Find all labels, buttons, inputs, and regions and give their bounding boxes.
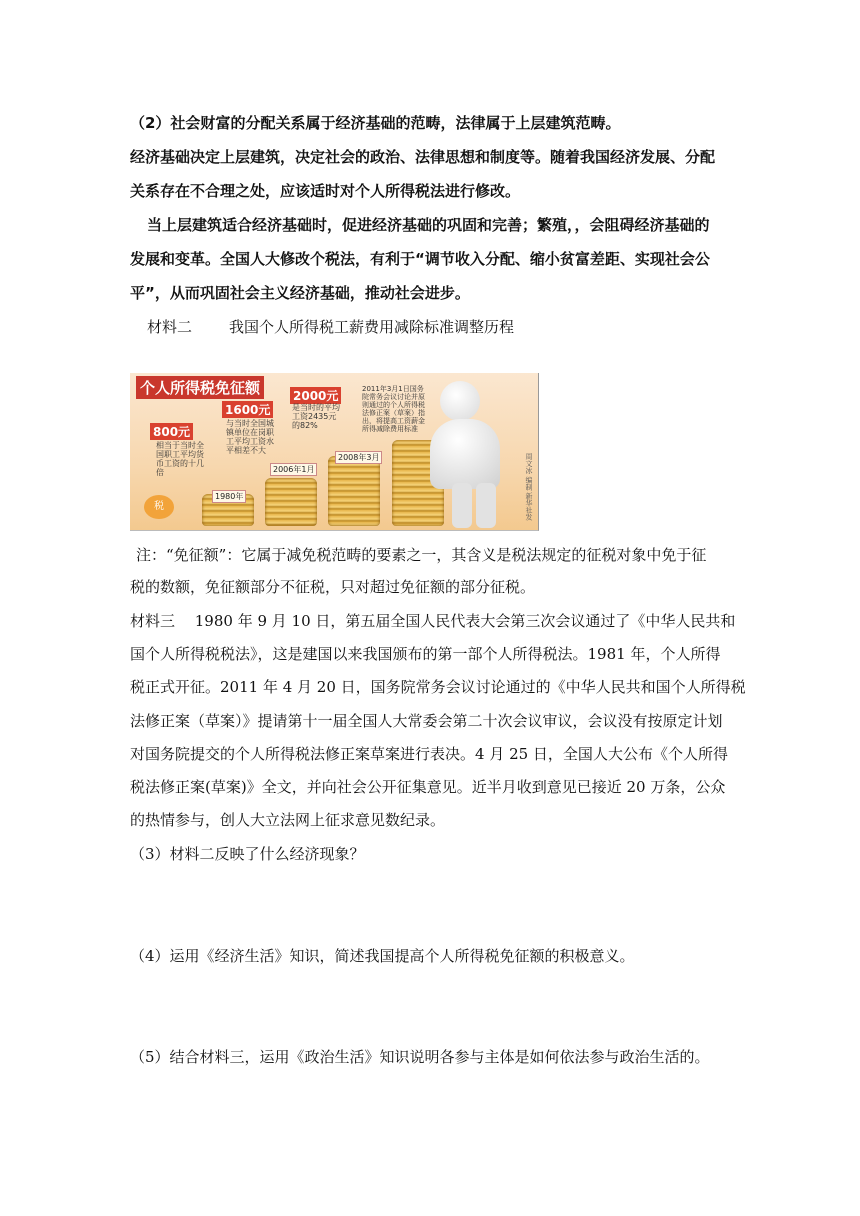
amount-label: 800元 — [150, 423, 193, 440]
figure-note-line: 税的数额，免征额部分不征税，只对超过免征额的部分征税。 — [130, 578, 536, 596]
figure-note-line: 注：“免征额”：它属于减免税范畴的要素之一，其含义是税法规定的征税对象中免于征 — [136, 546, 707, 564]
year-label: 2008年3月 — [335, 451, 382, 464]
person-leg — [476, 483, 496, 528]
figure-note: 相当于当时全国职工平均货币工资的十几倍 — [156, 441, 204, 477]
piggy-bank-icon — [144, 495, 174, 519]
year-label: 2006年1月 — [270, 463, 317, 476]
question-4: （4）运用《经济生活》知识，简述我国提高个人所得税免征额的积极意义。 — [130, 947, 635, 965]
paragraph-line: （2）社会财富的分配关系属于经济基础的范畴，法律属于上层建筑范畴。 — [130, 114, 621, 132]
coin-stack — [328, 456, 380, 526]
year-label: 1980年 — [212, 490, 246, 503]
figure-note: 与当时全国城镇单位在岗职工平均工资水平相差不大 — [226, 419, 274, 455]
paragraph-line: 经济基础决定上层建筑，决定社会的政治、法律思想和制度等。随着我国经济发展、分配 — [130, 148, 716, 166]
question-5: （5）结合材料三，运用《政治生活》知识说明各参与主体是如何依法参与政治生活的。 — [130, 1048, 710, 1066]
amount-label: 2000元 — [290, 387, 341, 404]
material2-label: 材料二 — [147, 318, 193, 336]
question-3: （3）材料二反映了什么经济现象？ — [130, 845, 365, 863]
figure-title: 个人所得税免征额 — [136, 376, 264, 399]
material3-line: 材料三 1980 年 9 月 10 日，第五届全国人民代表大会第三次会议通过了《中华人民共和 — [130, 612, 736, 630]
material2-title: 我国个人所得税工薪费用减除标准调整历程 — [229, 318, 515, 336]
material3-line: 税正式开征。2011 年 4 月 20 日，国务院常务会议讨论通过的《中华人民共和国个人所得税 — [130, 678, 746, 696]
material3-line: 国个人所得税税法》，这是建国以来我国颁布的第一部个人所得税法。1981 年，个人所得 — [130, 645, 721, 663]
paragraph-line: 当上层建筑适合经济基础时，促进经济基础的巩固和完善；繁殖，，会阻碍经济基础的 — [147, 216, 710, 234]
figure-note: 2011年3月1日国务院常务会议讨论并原则通过的个人所得税法修正案（草案）指出，将提高工资薪金所得减除费用标准 — [362, 385, 425, 433]
material3-line: 对国务院提交的个人所得税法修正案草案进行表决。4 月 25 日，全国人大公布《个人所得 — [130, 745, 728, 763]
paragraph-line: 关系存在不合理之处，应该适时对个人所得税法进行修改。 — [130, 182, 521, 200]
amount-label: 1600元 — [222, 401, 273, 418]
person-leg — [452, 483, 472, 528]
figure-note: 是当时的平均工资2435元的82% — [292, 403, 340, 430]
piggy-label: 税 — [154, 501, 164, 512]
person-head — [440, 381, 480, 421]
paragraph-line: 平”，从而巩固社会主义经济基础，推动社会进步。 — [130, 284, 470, 302]
material3-line: 的热情参与，创人大立法网上征求意见数纪录。 — [130, 811, 446, 829]
paragraph-line: 发展和变革。全国人大修改个税法，有利于“调节收入分配、缩小贫富差距、实现社会公 — [130, 250, 710, 268]
figure-credit: 周文冰 编制 新华社发 — [525, 453, 533, 521]
material3-line: 税法修正案(草案)》全文，并向社会公开征集意见。近半月收到意见已接近 20 万条，公众 — [130, 778, 726, 796]
tax-exemption-figure — [130, 373, 539, 531]
person-body — [430, 419, 500, 489]
material3-line: 法修正案（草案）》提请第十一届全国人大常委会第二十次会议审议，会议没有按原定计划 — [130, 712, 723, 730]
coin-stack — [265, 478, 317, 526]
